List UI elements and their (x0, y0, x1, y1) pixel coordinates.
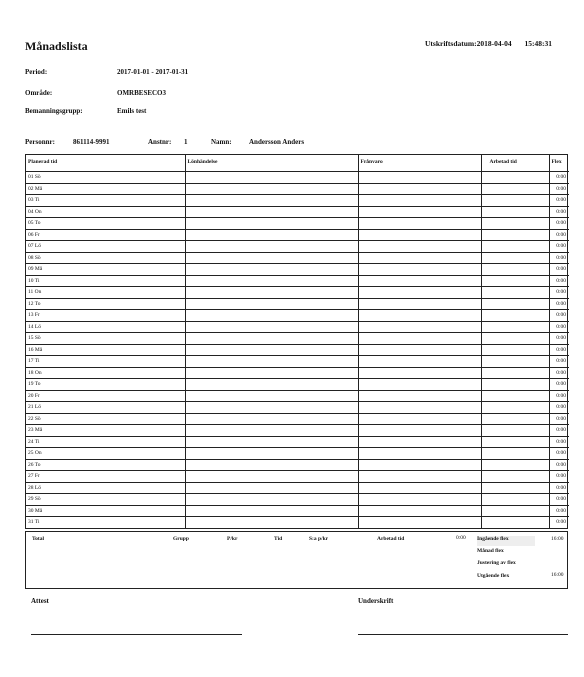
day-cell: 21 Lö (26, 402, 185, 414)
franvaro-cell (358, 241, 481, 253)
franvaro-cell (358, 183, 481, 195)
day-cell: 16 Må (26, 344, 185, 356)
column-header: Frånvaro (358, 155, 481, 172)
arbetad-tid-cell (481, 459, 549, 471)
totals-section (25, 531, 568, 589)
table-row (26, 218, 569, 230)
utgaende-flex-label: Utgående flex (477, 573, 510, 579)
print-info (425, 39, 552, 48)
arbetad-tid-cell (481, 298, 549, 310)
table-row (26, 195, 569, 207)
day-cell: 04 On (26, 206, 185, 218)
underskrift-signature-line (358, 634, 568, 635)
franvaro-cell (358, 379, 481, 391)
lonhandelse-cell (185, 172, 358, 184)
flex-cell: 0:00 (549, 310, 569, 322)
arbetad-tid-cell (481, 264, 549, 276)
table-row (26, 298, 569, 310)
day-cell: 19 To (26, 379, 185, 391)
franvaro-cell (358, 367, 481, 379)
table-row (26, 275, 569, 287)
table-row (26, 172, 569, 184)
franvaro-cell (358, 413, 481, 425)
lonhandelse-cell (185, 517, 358, 528)
table-header-row (26, 155, 569, 172)
franvaro-cell (358, 471, 481, 483)
table-row (26, 436, 569, 448)
table-row (26, 356, 569, 368)
flex-cell: 0:00 (549, 333, 569, 345)
period-value: 2017-01-01 - 2017-01-31 (117, 68, 189, 76)
flex-cell: 0:00 (549, 390, 569, 402)
arbetad-tid-cell (481, 275, 549, 287)
day-cell: 29 Sö (26, 494, 185, 506)
arbetad-tid-cell (481, 287, 549, 299)
day-cell: 13 Fr (26, 310, 185, 322)
franvaro-cell (358, 436, 481, 448)
arbetad-tid-cell (481, 390, 549, 402)
arbetad-tid-cell (481, 218, 549, 230)
column-header: Flex (549, 155, 569, 172)
day-cell: 26 To (26, 459, 185, 471)
franvaro-cell (358, 494, 481, 506)
lonhandelse-cell (185, 425, 358, 437)
area-value: OMRBESECO3 (117, 89, 167, 97)
day-cell: 06 Fr (26, 229, 185, 241)
franvaro-cell (358, 333, 481, 345)
flex-cell: 0:00 (549, 482, 569, 494)
franvaro-cell (358, 482, 481, 494)
day-cell: 30 Må (26, 505, 185, 517)
franvaro-cell (358, 264, 481, 276)
total-label: Total (32, 536, 45, 542)
table-row (26, 229, 569, 241)
lonhandelse-cell (185, 229, 358, 241)
arbetad-tid-cell (481, 229, 549, 241)
arbetad-tid-cell (481, 379, 549, 391)
franvaro-cell (358, 252, 481, 264)
lonhandelse-cell (185, 482, 358, 494)
page-title: Månadslista (25, 39, 88, 53)
franvaro-cell (358, 356, 481, 368)
table-row (26, 183, 569, 195)
utgaende-flex-value: 16:00 (551, 572, 564, 578)
table-row (26, 517, 569, 528)
table-row (26, 344, 569, 356)
personnr-value: 861114-9991 (73, 138, 110, 146)
franvaro-cell (358, 195, 481, 207)
period-label: Period: (25, 68, 48, 76)
flex-cell: 0:00 (549, 505, 569, 517)
lonhandelse-cell (185, 333, 358, 345)
franvaro-cell (358, 229, 481, 241)
flex-cell: 0:00 (549, 252, 569, 264)
lonhandelse-cell (185, 218, 358, 230)
day-cell: 12 To (26, 298, 185, 310)
flex-cell: 0:00 (549, 459, 569, 471)
arbetad-tid-cell (481, 241, 549, 253)
flex-cell: 0:00 (549, 241, 569, 253)
table-row (26, 494, 569, 506)
flex-cell: 0:00 (549, 275, 569, 287)
franvaro-cell (358, 206, 481, 218)
flex-cell: 0:00 (549, 206, 569, 218)
lonhandelse-cell (185, 264, 358, 276)
flex-cell: 0:00 (549, 471, 569, 483)
lonhandelse-cell (185, 448, 358, 460)
area-label: Område: (25, 89, 53, 97)
franvaro-cell (358, 390, 481, 402)
sapkr-label: S:a p/kr (309, 536, 329, 542)
table-row (26, 264, 569, 276)
franvaro-cell (358, 517, 481, 528)
franvaro-cell (358, 402, 481, 414)
ingaende-flex-value: 16:00 (551, 536, 564, 542)
arbetad-tid-cell (481, 402, 549, 414)
pkr-label: P/kr (227, 536, 238, 542)
flex-cell: 0:00 (549, 413, 569, 425)
franvaro-cell (358, 425, 481, 437)
franvaro-cell (358, 287, 481, 299)
month-table (25, 154, 568, 529)
column-header: Arbetad tid (481, 155, 549, 172)
arbetad-tid-cell (481, 344, 549, 356)
flex-cell: 0:00 (549, 218, 569, 230)
table-row (26, 379, 569, 391)
arbetad-tid-cell (481, 436, 549, 448)
print-date-label: Utskriftsdatum: (425, 39, 477, 48)
flex-cell: 0:00 (549, 195, 569, 207)
flex-cell: 0:00 (549, 448, 569, 460)
lonhandelse-cell (185, 459, 358, 471)
lonhandelse-cell (185, 321, 358, 333)
franvaro-cell (358, 172, 481, 184)
group-label: Bemanningsgrupp: (25, 107, 83, 115)
group-value: Emils test (117, 107, 147, 115)
arbetad-tid-cell (481, 505, 549, 517)
day-cell: 09 Må (26, 264, 185, 276)
print-time: 15:48:31 (524, 39, 553, 48)
lonhandelse-cell (185, 310, 358, 322)
flex-cell: 0:00 (549, 287, 569, 299)
franvaro-cell (358, 321, 481, 333)
tid-label: Tid (274, 536, 283, 542)
table-row (26, 471, 569, 483)
arbetad-tid-cell (481, 195, 549, 207)
table-row (26, 413, 569, 425)
lonhandelse-cell (185, 494, 358, 506)
lonhandelse-cell (185, 344, 358, 356)
table-row (26, 333, 569, 345)
arbetad-tid-value: 0:00 (456, 535, 466, 541)
lonhandelse-cell (185, 390, 358, 402)
arbetad-tid-cell (481, 367, 549, 379)
day-cell: 17 Ti (26, 356, 185, 368)
lonhandelse-cell (185, 436, 358, 448)
flex-cell: 0:00 (549, 356, 569, 368)
flex-cell: 0:00 (549, 436, 569, 448)
day-cell: 20 Fr (26, 390, 185, 402)
table-row (26, 425, 569, 437)
arbetad-tid-cell (481, 413, 549, 425)
attest-signature-line (31, 634, 242, 635)
franvaro-cell (358, 218, 481, 230)
day-cell: 07 Lö (26, 241, 185, 253)
franvaro-cell (358, 298, 481, 310)
arbetad-tid-cell (481, 206, 549, 218)
franvaro-cell (358, 344, 481, 356)
day-cell: 25 On (26, 448, 185, 460)
lonhandelse-cell (185, 367, 358, 379)
day-cell: 01 Sö (26, 172, 185, 184)
arbetad-tid-cell (481, 482, 549, 494)
underskrift-label: Underskrift (358, 597, 394, 605)
table-row (26, 402, 569, 414)
lonhandelse-cell (185, 252, 358, 264)
flex-cell: 0:00 (549, 183, 569, 195)
arbetad-tid-cell (481, 310, 549, 322)
franvaro-cell (358, 459, 481, 471)
arbetad-tid-cell (481, 471, 549, 483)
lonhandelse-cell (185, 287, 358, 299)
day-cell: 31 Ti (26, 517, 185, 528)
flex-cell: 0:00 (549, 367, 569, 379)
column-header: Planerad tid (26, 155, 185, 172)
flex-cell: 0:00 (549, 298, 569, 310)
franvaro-cell (358, 448, 481, 460)
day-cell: 14 Lö (26, 321, 185, 333)
day-cell: 22 Sö (26, 413, 185, 425)
day-cell: 02 Må (26, 183, 185, 195)
anstnr-label: Anstnr: (148, 138, 172, 146)
table-row (26, 252, 569, 264)
day-cell: 23 Må (26, 425, 185, 437)
namn-value: Andersson Anders (249, 138, 305, 146)
table-row (26, 321, 569, 333)
lonhandelse-cell (185, 379, 358, 391)
flex-cell: 0:00 (549, 264, 569, 276)
flex-cell: 0:00 (549, 172, 569, 184)
arbetad-tid-cell (481, 494, 549, 506)
ingaende-flex-label: Ingående flex (477, 536, 509, 542)
table-row (26, 310, 569, 322)
table-row (26, 390, 569, 402)
day-cell: 27 Fr (26, 471, 185, 483)
table-row (26, 206, 569, 218)
table-row (26, 448, 569, 460)
column-header: Lönhändelse (185, 155, 358, 172)
arbetad-tid-cell (481, 321, 549, 333)
day-cell: 05 To (26, 218, 185, 230)
arbetad-tid-label: Arbetad tid (377, 536, 405, 542)
day-cell: 24 Ti (26, 436, 185, 448)
day-cell: 18 On (26, 367, 185, 379)
flex-cell: 0:00 (549, 229, 569, 241)
manad-flex-label: Månad flex (477, 548, 504, 554)
table-row (26, 367, 569, 379)
arbetad-tid-cell (481, 517, 549, 528)
table-row (26, 459, 569, 471)
lonhandelse-cell (185, 356, 358, 368)
table-row (26, 505, 569, 517)
arbetad-tid-cell (481, 448, 549, 460)
arbetad-tid-cell (481, 333, 549, 345)
day-cell: 03 Ti (26, 195, 185, 207)
arbetad-tid-cell (481, 252, 549, 264)
namn-label: Namn: (211, 138, 232, 146)
day-cell: 08 Sö (26, 252, 185, 264)
franvaro-cell (358, 310, 481, 322)
arbetad-tid-cell (481, 183, 549, 195)
lonhandelse-cell (185, 505, 358, 517)
flex-cell: 0:00 (549, 425, 569, 437)
lonhandelse-cell (185, 471, 358, 483)
arbetad-tid-cell (481, 425, 549, 437)
flex-cell: 0:00 (549, 402, 569, 414)
grupp-label: Grupp (173, 536, 189, 542)
franvaro-cell (358, 275, 481, 287)
day-cell: 11 On (26, 287, 185, 299)
day-cell: 28 Lö (26, 482, 185, 494)
table-row (26, 482, 569, 494)
personnr-label: Personnr: (25, 138, 55, 146)
flex-cell: 0:00 (549, 494, 569, 506)
attest-label: Attest (31, 597, 49, 605)
print-date: 2018-04-04 (476, 39, 512, 48)
lonhandelse-cell (185, 275, 358, 287)
flex-cell: 0:00 (549, 344, 569, 356)
table-row (26, 241, 569, 253)
flex-cell: 0:00 (556, 519, 566, 525)
lonhandelse-cell (185, 241, 358, 253)
lonhandelse-cell (185, 298, 358, 310)
anstnr-value: 1 (184, 138, 188, 146)
franvaro-cell (358, 505, 481, 517)
lonhandelse-cell (185, 206, 358, 218)
arbetad-tid-cell (481, 172, 549, 184)
day-cell: 15 Sö (26, 333, 185, 345)
lonhandelse-cell (185, 195, 358, 207)
lonhandelse-cell (185, 402, 358, 414)
lonhandelse-cell (185, 413, 358, 425)
day-cell: 10 Ti (26, 275, 185, 287)
justering-flex-label: Justering av flex (477, 560, 516, 566)
flex-cell: 0:00 (549, 321, 569, 333)
flex-cell: 0:00 (549, 379, 569, 391)
arbetad-tid-cell (481, 356, 549, 368)
lonhandelse-cell (185, 183, 358, 195)
table-row (26, 287, 569, 299)
